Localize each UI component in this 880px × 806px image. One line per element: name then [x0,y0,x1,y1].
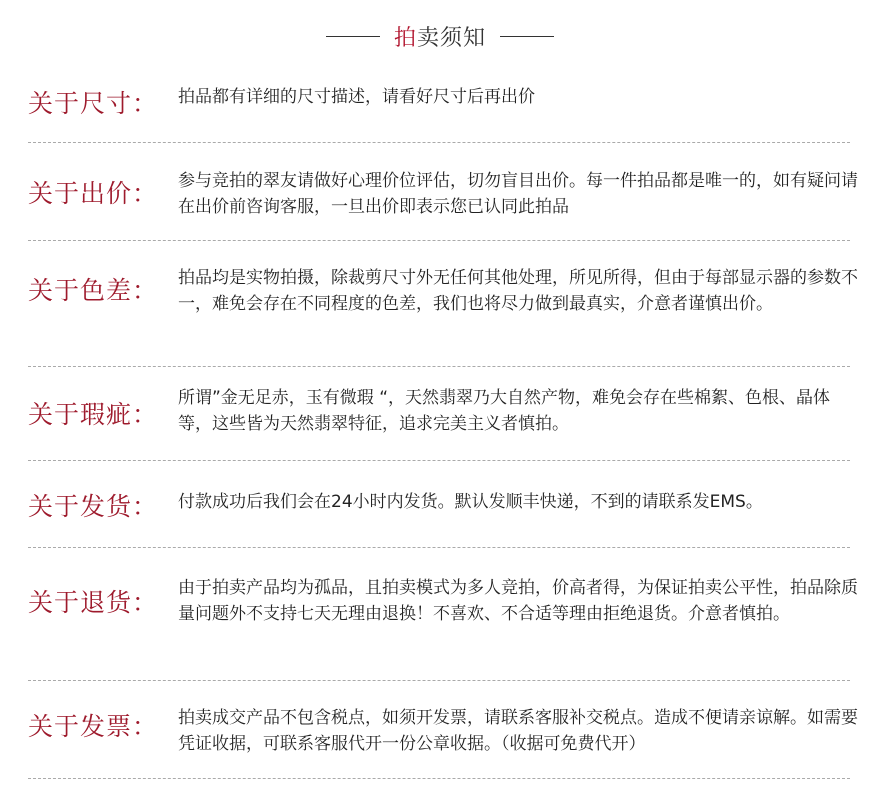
section-flaws [28,385,850,441]
section-label: 关于色差： [28,276,159,305]
section-text: 拍卖成交产品不包含税点，如须开发票，请联系客服补交税点。造成不便请亲谅解。如需要凭证收据，可联系客服代开一份公章收据。（收据可免费代开） [178,708,858,754]
section-divider [28,547,850,548]
page-title-accent: 拍 [393,25,417,51]
section-invoice [28,705,858,761]
section-divider [28,778,850,779]
section-text: 拍品均是实物拍摄，除裁剪尺寸外无任何其他处理，所见所得，但由于每部显示器的参数不一，难免会存在不同程度的色差，我们也将尽力做到最真实，介意者谨慎出价。 [178,268,858,314]
section-returns [28,575,858,657]
section-text: 付款成功后我们会在24小时内发货。默认发顺丰快递，不到的请联系发EMS。 [178,492,763,512]
header-right-rule [500,36,554,37]
section-divider [28,366,850,367]
page-header [0,20,880,52]
page-title [394,21,486,52]
page-title-rest: 卖须知 [417,25,487,51]
section-color [28,265,858,347]
section-bidding [28,168,858,224]
section-text: 由于拍卖产品均为孤品，且拍卖模式为多人竞拍，价高者得，为保证拍卖公平性，拍品除质量问题外不支持七天无理由退换！不喜欢、不合适等理由拒绝退货。介意者慎拍。 [178,578,858,624]
section-label: 关于发货： [28,492,159,521]
section-label: 关于瑕疵： [28,400,159,429]
section-divider [28,460,850,461]
section-divider [28,240,850,241]
section-label: 关于退货： [28,588,159,617]
section-label: 关于尺寸： [28,89,159,118]
section-text: 所谓”金无足赤，玉有微瑕 “，天然翡翠乃大自然产物，难免会存在些棉絮、色根、晶体等，这些皆为天然翡翠特征，追求完美主义者慎拍。 [178,388,831,434]
section-divider [28,680,850,681]
section-label: 关于出价： [28,179,159,208]
section-divider [28,142,850,143]
section-label: 关于发票： [28,712,159,741]
section-shipping [28,487,850,519]
header-left-rule [326,36,380,37]
section-text: 参与竞拍的翠友请做好心理价位评估，切勿盲目出价。每一件拍品都是唯一的，如有疑问请在出价前咨询客服，一旦出价即表示您已认同此拍品 [178,171,858,217]
section-size [28,82,850,122]
section-text: 拍品都有详细的尺寸描述，请看好尺寸后再出价 [178,87,535,107]
